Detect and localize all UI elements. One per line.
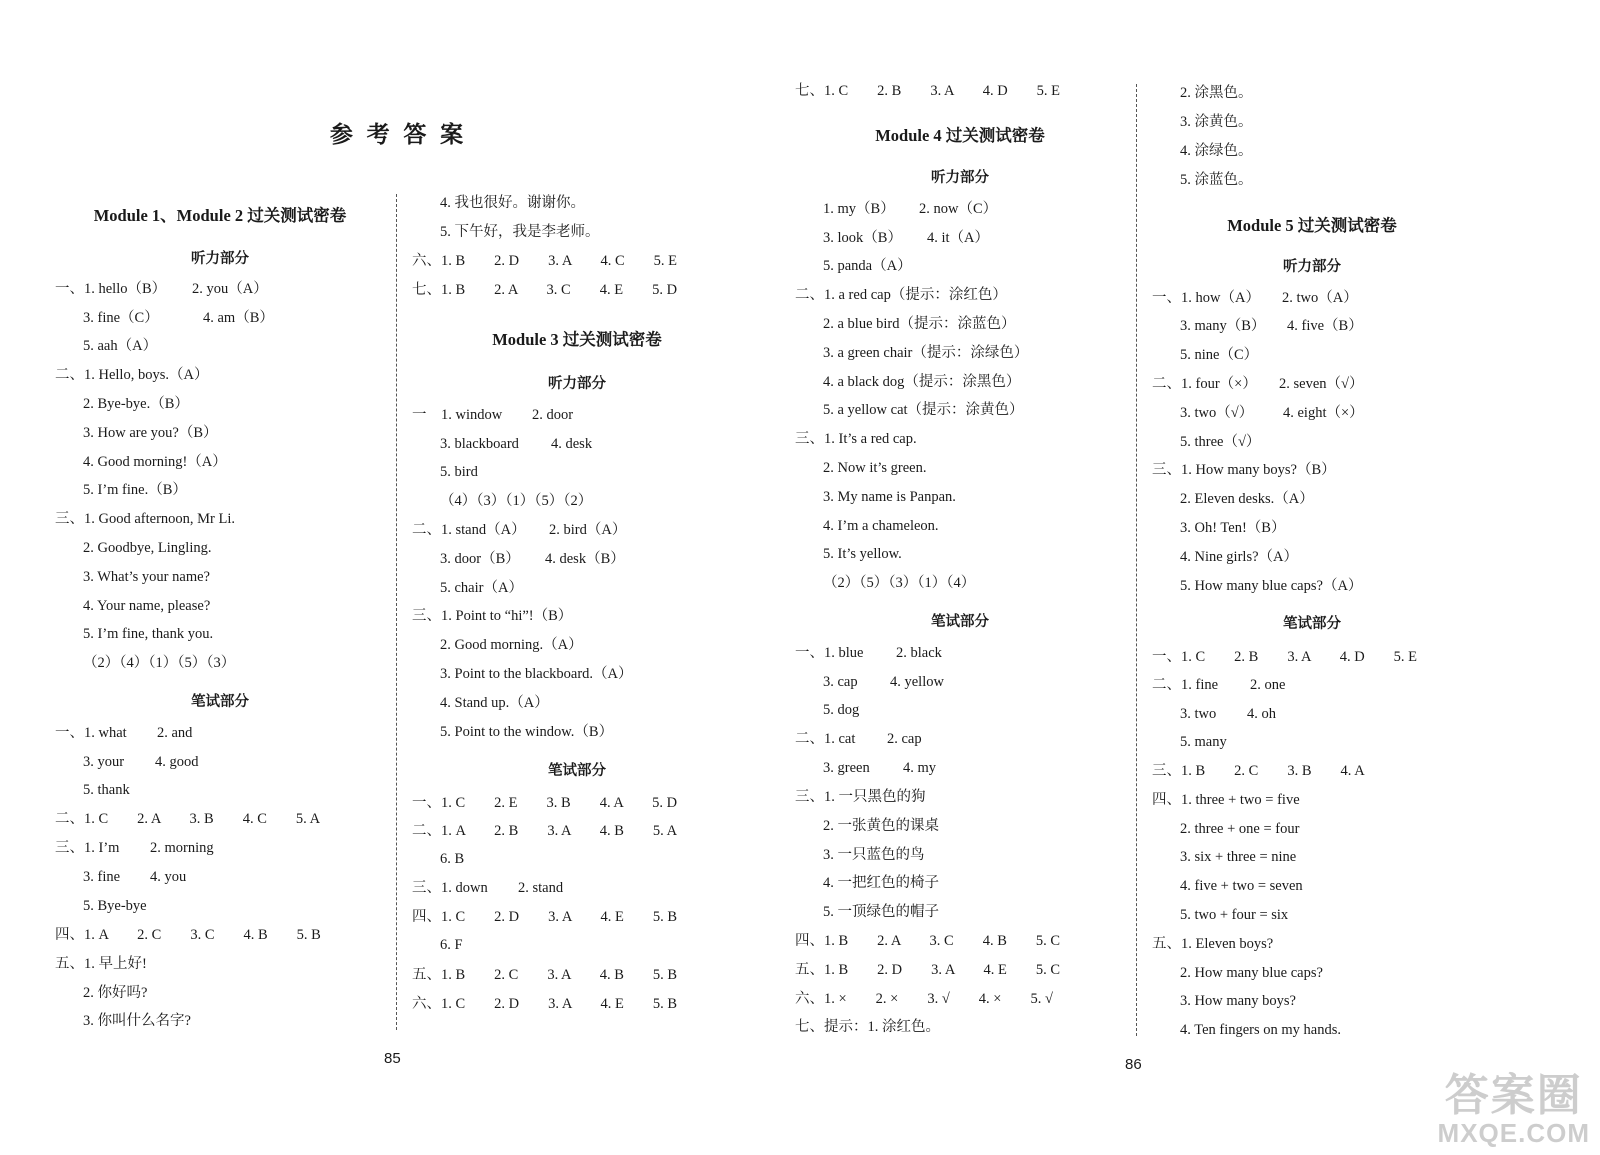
answer-line: 3. fine (83, 869, 121, 885)
page-title: 参 考 答 案 (329, 122, 468, 147)
answer-line: 七、提示：1. 涂红色。 (795, 1019, 940, 1035)
answer-line: 三、1. Good afternoon, Mr Li. (55, 511, 236, 527)
answer-line: 4. good (155, 754, 199, 770)
answer-line: 5. nine（C） (1180, 347, 1259, 363)
listening-heading: 听力部分 (1283, 259, 1341, 275)
answer-line: 2. and (157, 725, 193, 741)
answer-line: 5. Point to the window.（B） (440, 724, 614, 740)
answer-line: 2. two（A） (1282, 290, 1358, 306)
answer-line: 5. 一顶绿色的帽子 (823, 904, 939, 920)
answer-line: （2）（4）（1）（5）（3） (83, 655, 236, 671)
answer-line: 五、1. B 2. C 3. A 4. B 5. B (412, 967, 678, 983)
answer-line: 3. many（B） (1180, 318, 1266, 334)
written-heading: 笔试部分 (931, 614, 989, 630)
answer-line: 3. How are you?（B） (83, 425, 218, 441)
answer-line: 4. five + two = seven (1180, 878, 1303, 894)
answer-line: 5. It’s yellow. (823, 546, 902, 562)
answer-line: 3. 一只蓝色的鸟 (823, 847, 925, 863)
answer-line: 2. now（C） (919, 201, 998, 217)
answer-line: 5. dog (823, 702, 860, 718)
answer-line: 4. am（B） (203, 310, 274, 326)
answer-line: 2. Bye-bye.（B） (83, 396, 189, 412)
module-3-title: Module 3 过关测试密卷 (492, 330, 662, 349)
written-heading: 笔试部分 (548, 763, 606, 779)
answer-line: 二、1. four（×） (1152, 376, 1257, 392)
answer-line: 三、1. Point to “hi”!（B） (412, 608, 573, 624)
answer-line: 4. five（B） (1287, 318, 1363, 334)
answer-line: 六、1. B 2. D 3. A 4. C 5. E (412, 253, 678, 269)
answer-line: 5. bird (440, 464, 478, 480)
answer-line: 三、1. How many boys?（B） (1152, 462, 1336, 478)
answer-line: 3. six + three = nine (1180, 849, 1297, 865)
answer-line: 三、1. It’s a red cap. (795, 431, 917, 447)
answer-line: 4. Ten fingers on my hands. (1180, 1022, 1342, 1038)
answer-line: 3. How many boys? (1180, 993, 1296, 1009)
answer-line: 三、1. down (412, 880, 488, 896)
answer-line: 四、1. B 2. A 3. C 4. B 5. C (795, 933, 1061, 949)
answer-line: 七、1. C 2. B 3. A 4. D 5. E (795, 83, 1061, 99)
answer-line: 3. Oh! Ten!（B） (1180, 520, 1286, 536)
answer-line: 4. 涂绿色。 (1180, 143, 1253, 159)
answer-line: 七、1. B 2. A 3. C 4. E 5. D (412, 282, 678, 298)
answer-line: 4. Good morning!（A） (83, 454, 227, 470)
answer-line: 3. fine（C） (83, 310, 159, 326)
answer-line: 六、1. C 2. D 3. A 4. E 5. B (412, 996, 678, 1012)
answer-line: 二、1. stand（A） (412, 522, 526, 538)
answer-line: 5. many (1180, 734, 1227, 750)
answer-line: 2. you（A） (192, 281, 268, 297)
answer-line: 2. cap (887, 731, 922, 747)
answer-line: 2. Eleven desks.（A） (1180, 491, 1314, 507)
answer-line: 4. it（A） (927, 230, 990, 246)
answer-line: 2. door (532, 407, 574, 423)
listening-heading: 听力部分 (191, 251, 249, 267)
answer-line: （4）（3）（1）（5）（2） (440, 493, 593, 509)
answer-line: 3. a green chair（提示：涂绿色） (823, 345, 1029, 361)
answer-line: 3. two（√） (1180, 405, 1254, 421)
answer-line: 5. 涂蓝色。 (1180, 172, 1253, 188)
answer-line: 3. your (83, 754, 125, 770)
answer-line: 3. green (823, 760, 870, 776)
answer-line: 3. 涂黄色。 (1180, 114, 1253, 130)
answer-line: 5. aah（A） (83, 338, 158, 354)
answer-line: 6. B (440, 851, 465, 867)
answer-line: 3. Point to the blackboard.（A） (440, 666, 633, 682)
answer-line: 三、1. B 2. C 3. B 4. A (1152, 763, 1365, 779)
answer-line: 2. seven（√） (1279, 376, 1364, 392)
answer-line: 四、1. A 2. C 3. C 4. B 5. B (55, 927, 321, 943)
answer-line: 4. Stand up.（A） (440, 695, 549, 711)
answer-line: 4. Your name, please? (83, 598, 211, 614)
module-1-2-title: Module 1、Module 2 过关测试密卷 (93, 206, 347, 225)
answer-line: 二、1. C 2. A 3. B 4. C 5. A (55, 811, 321, 827)
answer-line: 2. Good morning.（A） (440, 637, 583, 653)
answer-line: 5. I’m fine.（B） (83, 482, 187, 498)
answer-line: 四、1. C 2. D 3. A 4. E 5. B (412, 909, 678, 925)
answer-line: 五、1. 早上好! (55, 956, 147, 972)
page-number-right: 86 (1125, 1056, 1142, 1073)
answer-line: 4. oh (1247, 706, 1276, 722)
listening-heading: 听力部分 (548, 376, 606, 392)
answer-line: 5. I’m fine, thank you. (83, 626, 214, 642)
answer-line: 4. you (150, 869, 187, 885)
watermark-text: 答案圈 (1444, 1071, 1583, 1120)
answer-line: 2. black (896, 645, 942, 661)
answer-line: 4. my (903, 760, 937, 776)
answer-line: 一、1. blue (795, 645, 864, 661)
answer-line: 6. F (440, 937, 463, 953)
answer-line: 5. three（√） (1180, 434, 1261, 450)
answer-line: 一、1. what (55, 725, 127, 741)
answer-line: 4. 我也很好。谢谢你。 (440, 195, 585, 211)
answer-line: 5. 下午好，我是李老师。 (440, 224, 600, 240)
answer-line: 二、1. Hello, boys.（A） (55, 367, 209, 383)
answer-line: 4. a black dog（提示：涂黑色） (823, 374, 1021, 390)
answer-line: 一、1. C 2. E 3. B 4. A 5. D (412, 795, 678, 811)
answer-line: 3. door（B） (440, 551, 520, 567)
answer-line: 六、1. × 2. × 3. √ 4. × 5. √ (795, 991, 1053, 1007)
answer-line: 二、1. fine (1152, 677, 1219, 693)
answer-line: 4. desk（B） (545, 551, 625, 567)
answer-line: 2. 涂黑色。 (1180, 85, 1253, 101)
answer-line: 2. three + one = four (1180, 821, 1300, 837)
column-divider (1136, 84, 1137, 1036)
watermark-logo (1438, 1073, 1590, 1147)
answer-line: 2. bird（A） (549, 522, 627, 538)
answer-line: 4. I’m a chameleon. (823, 518, 939, 534)
answer-line: 一 1. window (412, 407, 503, 423)
answer-line: 三、1. 一只黑色的狗 (795, 789, 926, 805)
answer-line: 3. blackboard (440, 436, 519, 452)
column-divider (396, 194, 397, 1030)
module-5-title: Module 5 过关测试密卷 (1227, 216, 1397, 235)
answer-line: 三、1. I’m (55, 840, 120, 856)
answer-line: 3. 你叫什么名字? (83, 1013, 191, 1029)
answer-line: 2. Goodbye, Lingling. (83, 540, 212, 556)
answer-line: （2）（5）（3）（1）（4） (823, 575, 976, 591)
answer-line: 3. cap (823, 674, 858, 690)
answer-line: 4. yellow (890, 674, 944, 690)
answer-line: 4. eight（×） (1283, 405, 1364, 421)
answer-line: 1. my（B） (823, 201, 895, 217)
answer-line: 3. two (1180, 706, 1217, 722)
answer-line: 五、1. Eleven boys? (1152, 936, 1274, 952)
answer-line: 3. What’s your name? (83, 569, 210, 585)
answer-line: 2. one (1250, 677, 1286, 693)
answer-line: 5. How many blue caps?（A） (1180, 578, 1363, 594)
answer-line: 五、1. B 2. D 3. A 4. E 5. C (795, 962, 1061, 978)
answer-line: 5. Bye-bye (83, 898, 147, 914)
answer-line: 5. a yellow cat（提示：涂黄色） (823, 402, 1024, 418)
answer-line: 2. How many blue caps? (1180, 965, 1323, 981)
answer-line: 2. a blue bird（提示：涂蓝色） (823, 316, 1016, 332)
answer-line: 5. chair（A） (440, 580, 523, 596)
written-heading: 笔试部分 (191, 694, 249, 710)
answer-line: 3. look（B） (823, 230, 902, 246)
answer-line: 一、1. C 2. B 3. A 4. D 5. E (1152, 649, 1418, 665)
answer-line: 二、1. A 2. B 3. A 4. B 5. A (412, 823, 678, 839)
answer-line: 4. desk (551, 436, 593, 452)
answer-line: 2. morning (150, 840, 214, 856)
answer-line: 4. 一把红色的椅子 (823, 875, 939, 891)
answer-line: 2. Now it’s green. (823, 460, 927, 476)
answer-line: 一、1. how（A） (1152, 290, 1260, 306)
module-4-title: Module 4 过关测试密卷 (875, 126, 1045, 145)
written-heading: 笔试部分 (1283, 616, 1341, 632)
answer-line: 5. panda（A） (823, 258, 912, 274)
page-number-left: 85 (384, 1050, 401, 1067)
answer-line: 2. 你好吗? (83, 985, 148, 1001)
answer-line: 2. 一张黄色的课桌 (823, 818, 939, 834)
answer-line: 4. Nine girls?（A） (1180, 549, 1298, 565)
answer-line: 5. thank (83, 782, 130, 798)
answer-line: 四、1. three + two = five (1152, 792, 1300, 808)
answer-line: 二、1. a red cap（提示：涂红色） (795, 287, 1007, 303)
answer-line: 二、1. cat (795, 731, 856, 747)
listening-heading: 听力部分 (931, 170, 989, 186)
answer-line: 一、1. hello（B） (55, 281, 167, 297)
answer-line: 5. two + four = six (1180, 907, 1289, 923)
watermark-url: MXQE.COM (1437, 1118, 1590, 1148)
answer-line: 3. My name is Panpan. (823, 489, 956, 505)
answer-line: 2. stand (518, 880, 564, 896)
